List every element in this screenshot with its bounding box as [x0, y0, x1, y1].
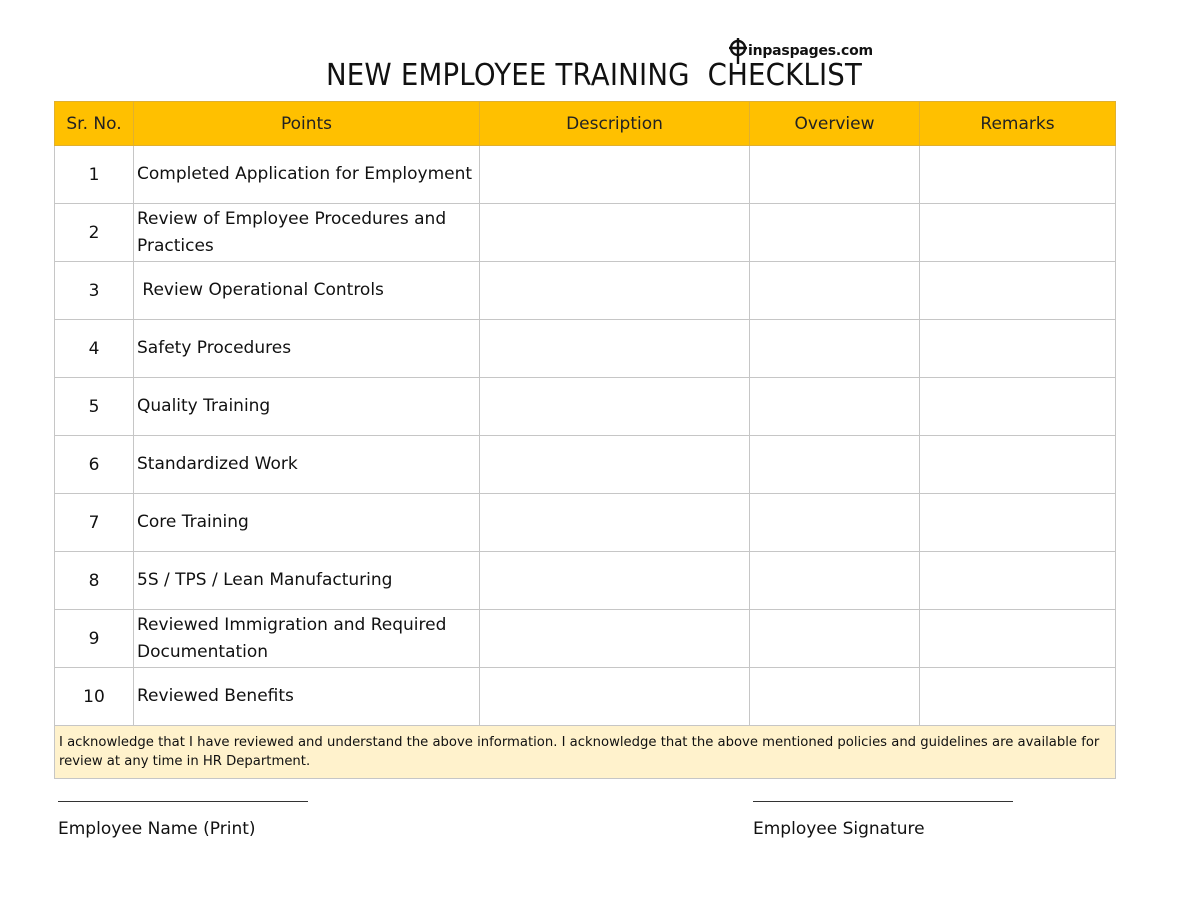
row-point: Quality Training	[134, 378, 480, 436]
employee-name-label: Employee Name (Print)	[58, 819, 256, 839]
description-cell[interactable]	[480, 320, 750, 378]
row-point: Core Training	[134, 494, 480, 552]
overview-cell[interactable]	[750, 320, 920, 378]
row-point: Reviewed Benefits	[134, 668, 480, 726]
remarks-cell[interactable]	[920, 494, 1116, 552]
remarks-cell[interactable]	[920, 552, 1116, 610]
row-number: 9	[55, 610, 134, 668]
row-number: 5	[55, 378, 134, 436]
overview-cell[interactable]	[750, 262, 920, 320]
table-row	[55, 436, 1116, 494]
acknowledgement-row	[55, 726, 1116, 779]
table-row	[55, 668, 1116, 726]
description-cell[interactable]	[480, 262, 750, 320]
employee-name-line[interactable]	[58, 800, 308, 802]
description-cell[interactable]	[480, 494, 750, 552]
remarks-cell[interactable]	[920, 204, 1116, 262]
row-point: Completed Application for Employment	[134, 146, 480, 204]
overview-cell[interactable]	[750, 494, 920, 552]
table-row	[55, 378, 1116, 436]
acknowledgement-text: I acknowledge that I have reviewed and understand the above information. I acknowledge that the above mentioned policies and guidelines are available for review at any time in HR Department.	[55, 726, 1116, 779]
overview-cell[interactable]	[750, 552, 920, 610]
description-cell[interactable]	[480, 668, 750, 726]
table-row	[55, 610, 1116, 668]
description-cell[interactable]	[480, 552, 750, 610]
remarks-cell[interactable]	[920, 146, 1116, 204]
overview-cell[interactable]	[750, 146, 920, 204]
description-cell[interactable]	[480, 146, 750, 204]
remarks-cell[interactable]	[920, 378, 1116, 436]
row-point: Reviewed Immigration and Required Documentation	[134, 610, 480, 668]
header-remarks: Remarks	[920, 102, 1116, 146]
logo-text: inpaspages.com	[748, 43, 873, 59]
table-row	[55, 204, 1116, 262]
table-row	[55, 552, 1116, 610]
table-row	[55, 494, 1116, 552]
remarks-cell[interactable]	[920, 610, 1116, 668]
table-row	[55, 262, 1116, 320]
row-point: Standardized Work	[134, 436, 480, 494]
row-number: 3	[55, 262, 134, 320]
employee-signature-line[interactable]	[753, 800, 1013, 802]
row-point: Safety Procedures	[134, 320, 480, 378]
remarks-cell[interactable]	[920, 262, 1116, 320]
description-cell[interactable]	[480, 436, 750, 494]
row-number: 6	[55, 436, 134, 494]
overview-cell[interactable]	[750, 668, 920, 726]
header-description: Description	[480, 102, 750, 146]
row-number: 7	[55, 494, 134, 552]
row-number: 1	[55, 146, 134, 204]
description-cell[interactable]	[480, 378, 750, 436]
overview-cell[interactable]	[750, 610, 920, 668]
table-row	[55, 146, 1116, 204]
row-number: 2	[55, 204, 134, 262]
row-number: 4	[55, 320, 134, 378]
description-cell[interactable]	[480, 610, 750, 668]
employee-signature-label: Employee Signature	[753, 819, 925, 839]
row-number: 8	[55, 552, 134, 610]
overview-cell[interactable]	[750, 436, 920, 494]
row-point: Review Operational Controls	[134, 262, 480, 320]
training-checklist-table	[54, 101, 1116, 779]
page-title: NEW EMPLOYEE TRAINING CHECKLIST	[325, 58, 863, 93]
row-point: 5S / TPS / Lean Manufacturing	[134, 552, 480, 610]
row-number: 10	[55, 668, 134, 726]
header-sr-no: Sr. No.	[55, 102, 134, 146]
overview-cell[interactable]	[750, 204, 920, 262]
remarks-cell[interactable]	[920, 668, 1116, 726]
table-row	[55, 320, 1116, 378]
remarks-cell[interactable]	[920, 436, 1116, 494]
overview-cell[interactable]	[750, 378, 920, 436]
table-header-row	[55, 102, 1116, 146]
row-point: Review of Employee Procedures and Practices	[134, 204, 480, 262]
header-overview: Overview	[750, 102, 920, 146]
remarks-cell[interactable]	[920, 320, 1116, 378]
header-points: Points	[134, 102, 480, 146]
description-cell[interactable]	[480, 204, 750, 262]
